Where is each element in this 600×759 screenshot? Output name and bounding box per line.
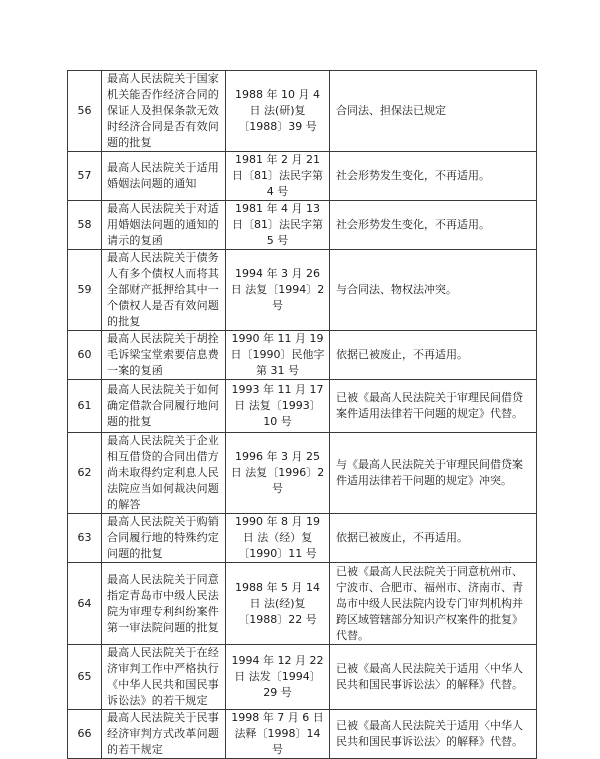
document-title: 最高人民法院关于在经济审判工作中严格执行《中华人民共和国民事诉讼法》的若干规定	[102, 645, 226, 710]
repeal-reason: 社会形势发生变化，不再适用。	[330, 201, 537, 250]
repeal-reason: 依据已被废止，不再适用。	[330, 331, 537, 380]
document-title: 最高人民法院关于企业相互借贷的合同出借方尚未取得约定利息人民法院应当如何裁决问题的解答	[102, 433, 226, 514]
row-number: 66	[68, 710, 102, 759]
table-row	[68, 433, 537, 514]
issue-date-and-number: 1988 年 5 月 14 日 法(经)复〔1988〕22 号	[226, 563, 330, 645]
row-number: 64	[68, 563, 102, 645]
issue-date-and-number: 1993 年 11 月 17 日 法复〔1993〕10 号	[226, 380, 330, 433]
row-number: 56	[68, 71, 102, 152]
document-title: 最高人民法院关于民事经济审判方式改革问题的若干规定	[102, 710, 226, 759]
document-title: 最高人民法院关于债务人有多个债权人而将其全部财产抵押给其中一个债权人是否有效问题的批复	[102, 250, 226, 331]
row-number: 62	[68, 433, 102, 514]
table-row	[68, 380, 537, 433]
document-title: 最高人民法院关于同意指定青岛市中级人民法院为审理专利纠纷案件第一审法院问题的批复	[102, 563, 226, 645]
row-number: 59	[68, 250, 102, 331]
table-row	[68, 250, 537, 331]
regulations-table	[67, 70, 537, 759]
repeal-reason: 合同法、担保法已规定	[330, 71, 537, 152]
row-number: 60	[68, 331, 102, 380]
repeal-reason: 已被《最高人民法院关于同意杭州市、宁波市、合肥市、福州市、济南市、青岛市中级人民法院内设专门审判机构并跨区域管辖部分知识产权案件的批复》代替。	[330, 563, 537, 645]
repeal-reason: 与合同法、物权法冲突。	[330, 250, 537, 331]
document-title: 最高人民法院关于国家机关能否作经济合同的保证人及担保条款无效时经济合同是否有效问题的批复	[102, 71, 226, 152]
repeal-reason: 社会形势发生变化，不再适用。	[330, 152, 537, 201]
issue-date-and-number: 1994 年 3 月 26 日 法复〔1994〕2 号	[226, 250, 330, 331]
document-title: 最高人民法院关于胡拴毛诉梁宝堂索要信息费一案的复函	[102, 331, 226, 380]
document-title: 最高人民法院关于适用婚姻法问题的通知	[102, 152, 226, 201]
document-title: 最高人民法院关于如何确定借款合同履行地问题的批复	[102, 380, 226, 433]
document-title: 最高人民法院关于对适用婚姻法问题的通知的请示的复函	[102, 201, 226, 250]
row-number: 61	[68, 380, 102, 433]
issue-date-and-number: 1990 年 8 月 19 日 法（经）复〔1990〕11 号	[226, 514, 330, 563]
table-row	[68, 645, 537, 710]
row-number: 65	[68, 645, 102, 710]
repeal-reason: 与《最高人民法院关于审理民间借贷案件适用法律若干问题的规定》冲突。	[330, 433, 537, 514]
issue-date-and-number: 1994 年 12 月 22 日 法发〔1994〕29 号	[226, 645, 330, 710]
row-number: 63	[68, 514, 102, 563]
row-number: 57	[68, 152, 102, 201]
issue-date-and-number: 1988 年 10 月 4 日 法(研)复〔1988〕39 号	[226, 71, 330, 152]
document-title: 最高人民法院关于购销合同履行地的特殊约定问题的批复	[102, 514, 226, 563]
table-row	[68, 152, 537, 201]
issue-date-and-number: 1996 年 3 月 25 日 法复〔1996〕2 号	[226, 433, 330, 514]
table-row	[68, 563, 537, 645]
issue-date-and-number: 1998 年 7 月 6 日 法释〔1998〕14 号	[226, 710, 330, 759]
row-number: 58	[68, 201, 102, 250]
issue-date-and-number: 1981 年 4 月 13 日〔81〕法民字第 5 号	[226, 201, 330, 250]
table-row	[68, 331, 537, 380]
repeal-reason: 已被《最高人民法院关于适用〈中华人民共和国民事诉讼法〉的解释》代替。	[330, 645, 537, 710]
table-row	[68, 201, 537, 250]
repeal-reason: 依据已被废止，不再适用。	[330, 514, 537, 563]
repeal-reason: 已被《最高人民法院关于审理民间借贷案件适用法律若干问题的规定》代替。	[330, 380, 537, 433]
table-body	[68, 71, 537, 759]
table-row	[68, 71, 537, 152]
issue-date-and-number: 1981 年 2 月 21 日〔81〕法民字第 4 号	[226, 152, 330, 201]
repeal-reason: 已被《最高人民法院关于适用〈中华人民共和国民事诉讼法〉的解释》代替。	[330, 710, 537, 759]
table-row	[68, 514, 537, 563]
issue-date-and-number: 1990 年 11 月 19 日〔1990〕民他字第 31 号	[226, 331, 330, 380]
table-row	[68, 710, 537, 759]
